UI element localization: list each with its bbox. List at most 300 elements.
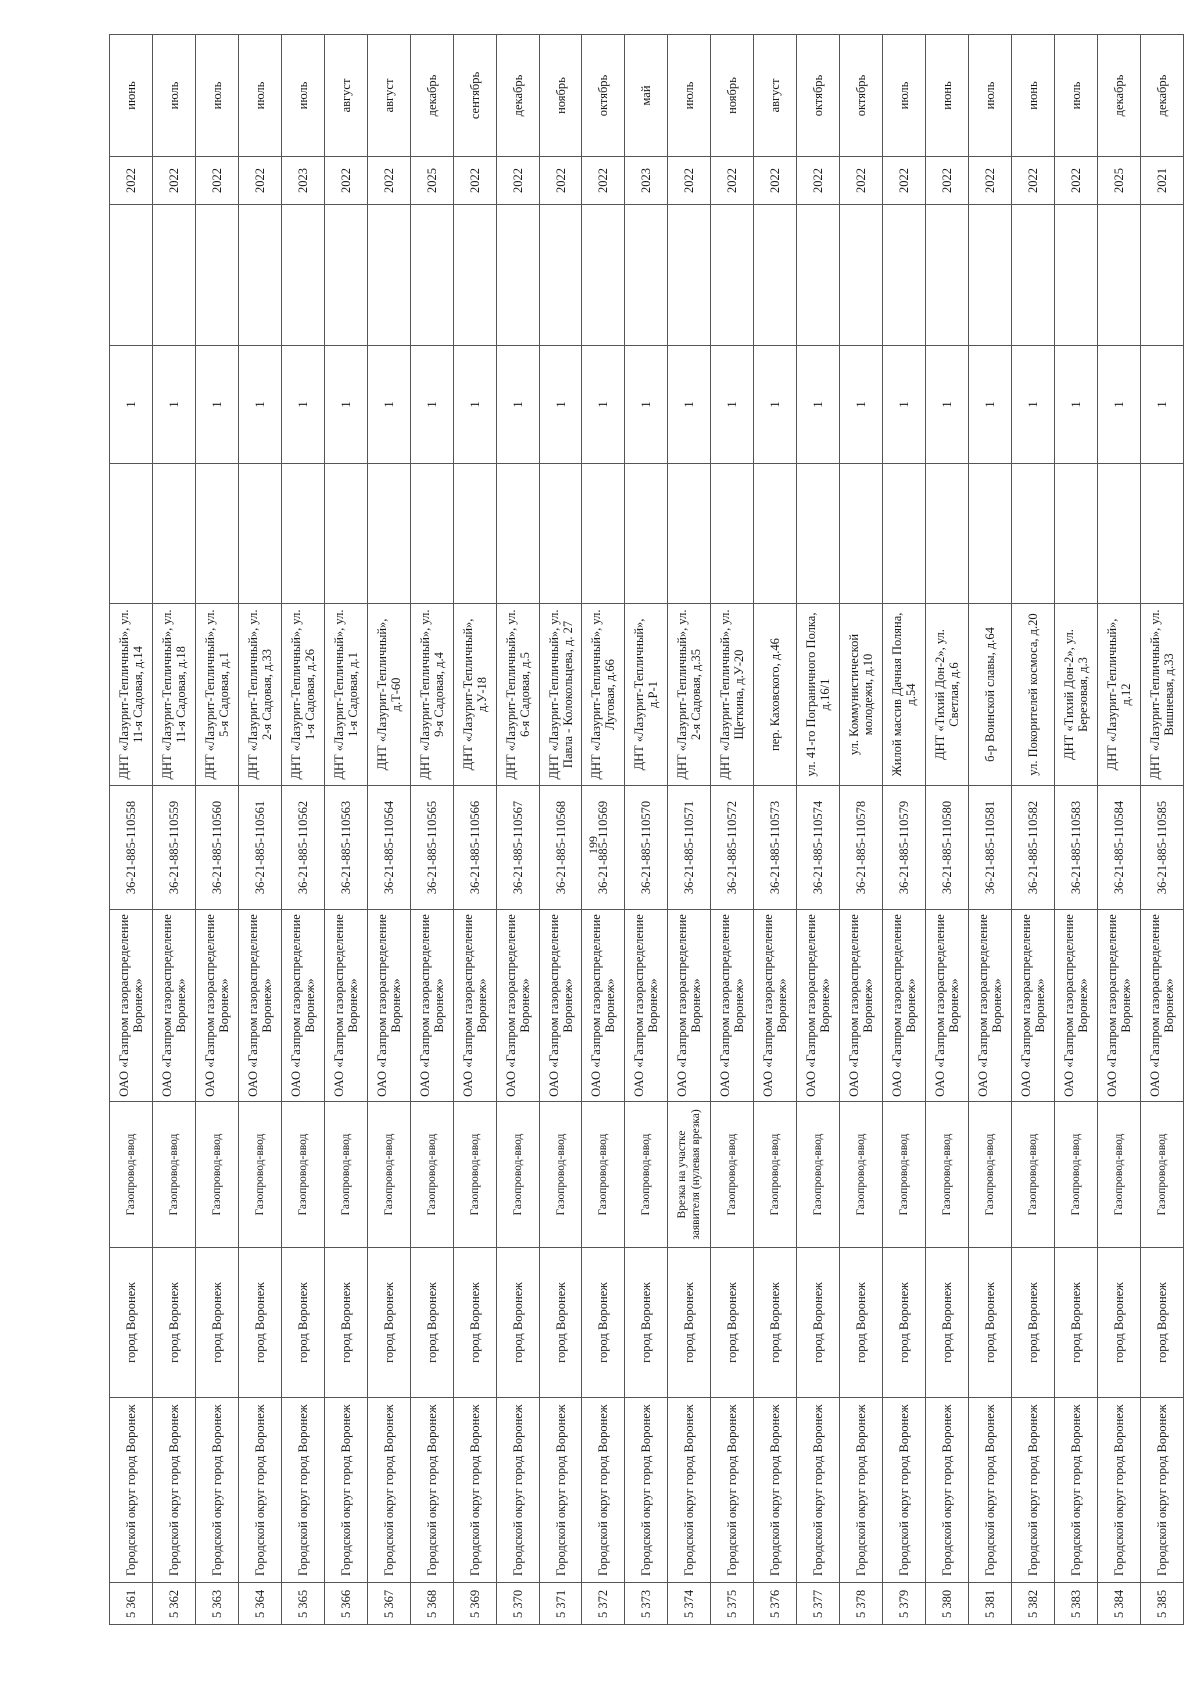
- table-row: [754, 35, 797, 1625]
- settlement-cell: город Воронеж: [754, 1248, 797, 1398]
- organization-cell: ОАО «Газпром газораспределение Воронеж»: [797, 910, 840, 1102]
- row-number-cell: 5 372: [582, 1583, 625, 1625]
- quantity-cell: 1: [754, 346, 797, 464]
- object-type-cell: Газопровод-ввод: [410, 1102, 453, 1248]
- empty-cell: [668, 205, 711, 346]
- object-type-cell: Врезка на участке заявителя (нулевая врезка): [668, 1102, 711, 1248]
- object-type-cell: Газопровод-ввод: [539, 1102, 582, 1248]
- address-cell: пер. Каховского, д.46: [754, 604, 797, 786]
- municipality-cell: Городской округ город Воронеж: [152, 1398, 195, 1583]
- object-type-cell: Газопровод-ввод: [969, 1102, 1012, 1248]
- address-cell: ДНТ «Лазурит-Тепличный», ул. Вишневая, д.33: [1140, 604, 1183, 786]
- empty-cell: [926, 464, 969, 604]
- year-cell: 2022: [1054, 157, 1097, 205]
- municipality-cell: Городской округ город Воронеж: [1097, 1398, 1140, 1583]
- month-cell: август: [324, 35, 367, 157]
- registry-code-cell: 36-21-885-110571: [668, 786, 711, 910]
- month-cell: май: [625, 35, 668, 157]
- organization-cell: ОАО «Газпром газораспределение Воронеж»: [840, 910, 883, 1102]
- empty-cell: [1097, 205, 1140, 346]
- table-row: [711, 35, 754, 1625]
- object-type-cell: Газопровод-ввод: [238, 1102, 281, 1248]
- table-row: [410, 35, 453, 1625]
- object-type-cell: Газопровод-ввод: [195, 1102, 238, 1248]
- organization-cell: ОАО «Газпром газораспределение Воронеж»: [496, 910, 539, 1102]
- year-cell: 2022: [926, 157, 969, 205]
- municipality-cell: Городской округ город Воронеж: [539, 1398, 582, 1583]
- month-cell: июль: [883, 35, 926, 157]
- municipality-cell: Городской округ город Воронеж: [238, 1398, 281, 1583]
- registry-code-cell: 36-21-885-110562: [281, 786, 324, 910]
- settlement-cell: город Воронеж: [496, 1248, 539, 1398]
- empty-cell: [711, 464, 754, 604]
- object-type-cell: Газопровод-ввод: [1054, 1102, 1097, 1248]
- year-cell: 2022: [969, 157, 1012, 205]
- municipality-cell: Городской округ город Воронеж: [711, 1398, 754, 1583]
- address-cell: Жилой массив Дачная Поляна, д.54: [883, 604, 926, 786]
- row-number-cell: 5 375: [711, 1583, 754, 1625]
- object-type-cell: Газопровод-ввод: [281, 1102, 324, 1248]
- row-number-cell: 5 381: [969, 1583, 1012, 1625]
- year-cell: 2022: [453, 157, 496, 205]
- municipality-cell: Городской округ город Воронеж: [281, 1398, 324, 1583]
- month-cell: июль: [1054, 35, 1097, 157]
- table-row: [883, 35, 926, 1625]
- registry-code-cell: 36-21-885-110561: [238, 786, 281, 910]
- object-type-cell: Газопровод-ввод: [1012, 1102, 1055, 1248]
- settlement-cell: город Воронеж: [926, 1248, 969, 1398]
- object-type-cell: Газопровод-ввод: [797, 1102, 840, 1248]
- address-cell: ДНТ «Лазурит-Тепличный», д.Р-1: [625, 604, 668, 786]
- month-cell: сентябрь: [453, 35, 496, 157]
- quantity-cell: 1: [883, 346, 926, 464]
- object-type-cell: Газопровод-ввод: [1097, 1102, 1140, 1248]
- empty-cell: [1012, 464, 1055, 604]
- settlement-cell: город Воронеж: [367, 1248, 410, 1398]
- row-number-cell: 5 378: [840, 1583, 883, 1625]
- empty-cell: [797, 464, 840, 604]
- empty-cell: [539, 205, 582, 346]
- organization-cell: ОАО «Газпром газораспределение Воронеж»: [668, 910, 711, 1102]
- year-cell: 2022: [195, 157, 238, 205]
- organization-cell: ОАО «Газпром газораспределение Воронеж»: [969, 910, 1012, 1102]
- settlement-cell: город Воронеж: [110, 1248, 153, 1398]
- settlement-cell: город Воронеж: [582, 1248, 625, 1398]
- quantity-cell: 1: [539, 346, 582, 464]
- empty-cell: [754, 205, 797, 346]
- registry-code-cell: 36-21-885-110569: [582, 786, 625, 910]
- object-type-cell: Газопровод-ввод: [754, 1102, 797, 1248]
- row-number-cell: 5 371: [539, 1583, 582, 1625]
- registry-code-cell: 36-21-885-110580: [926, 786, 969, 910]
- organization-cell: ОАО «Газпром газораспределение Воронеж»: [195, 910, 238, 1102]
- row-number-cell: 5 365: [281, 1583, 324, 1625]
- address-cell: ДНТ «Лазурит-Тепличный», ул. 6-я Садовая, д.5: [496, 604, 539, 786]
- registry-code-cell: 36-21-885-110570: [625, 786, 668, 910]
- empty-cell: [324, 464, 367, 604]
- quantity-cell: 1: [668, 346, 711, 464]
- registry-code-cell: 36-21-885-110573: [754, 786, 797, 910]
- empty-cell: [152, 205, 195, 346]
- year-cell: 2022: [883, 157, 926, 205]
- row-number-cell: 5 363: [195, 1583, 238, 1625]
- empty-cell: [797, 205, 840, 346]
- row-number-cell: 5 364: [238, 1583, 281, 1625]
- rotated-page: [109, 35, 1184, 1625]
- municipality-cell: Городской округ город Воронеж: [582, 1398, 625, 1583]
- year-cell: 2022: [324, 157, 367, 205]
- month-cell: декабрь: [1140, 35, 1183, 157]
- empty-cell: [195, 205, 238, 346]
- address-cell: ДНТ «Тихий Дон-2», ул. Березовая, д.3: [1054, 604, 1097, 786]
- object-type-cell: Газопровод-ввод: [926, 1102, 969, 1248]
- empty-cell: [625, 464, 668, 604]
- settlement-cell: город Воронеж: [410, 1248, 453, 1398]
- empty-cell: [883, 464, 926, 604]
- municipality-cell: Городской округ город Воронеж: [668, 1398, 711, 1583]
- empty-cell: [754, 464, 797, 604]
- municipality-cell: Городской округ город Воронеж: [195, 1398, 238, 1583]
- year-cell: 2022: [840, 157, 883, 205]
- organization-cell: ОАО «Газпром газораспределение Воронеж»: [1140, 910, 1183, 1102]
- quantity-cell: 1: [1012, 346, 1055, 464]
- table-row: [367, 35, 410, 1625]
- quantity-cell: 1: [926, 346, 969, 464]
- empty-cell: [410, 205, 453, 346]
- year-cell: 2022: [110, 157, 153, 205]
- empty-cell: [1054, 464, 1097, 604]
- year-cell: 2022: [539, 157, 582, 205]
- registry-code-cell: 36-21-885-110559: [152, 786, 195, 910]
- quantity-cell: 1: [1140, 346, 1183, 464]
- row-number-cell: 5 374: [668, 1583, 711, 1625]
- year-cell: 2022: [367, 157, 410, 205]
- address-cell: ДНТ «Лазурит-Тепличный», ул. Луговая, д.66: [582, 604, 625, 786]
- registry-code-cell: 36-21-885-110574: [797, 786, 840, 910]
- municipality-cell: Городской округ город Воронеж: [840, 1398, 883, 1583]
- settlement-cell: город Воронеж: [840, 1248, 883, 1398]
- municipality-cell: Городской округ город Воронеж: [1012, 1398, 1055, 1583]
- registry-code-cell: 36-21-885-110563: [324, 786, 367, 910]
- object-type-cell: Газопровод-ввод: [152, 1102, 195, 1248]
- settlement-cell: город Воронеж: [453, 1248, 496, 1398]
- month-cell: август: [754, 35, 797, 157]
- settlement-cell: город Воронеж: [797, 1248, 840, 1398]
- organization-cell: ОАО «Газпром газораспределение Воронеж»: [324, 910, 367, 1102]
- object-type-cell: Газопровод-ввод: [625, 1102, 668, 1248]
- table-row: [152, 35, 195, 1625]
- month-cell: ноябрь: [539, 35, 582, 157]
- quantity-cell: 1: [797, 346, 840, 464]
- registry-code-cell: 36-21-885-110572: [711, 786, 754, 910]
- empty-cell: [711, 205, 754, 346]
- row-number-cell: 5 380: [926, 1583, 969, 1625]
- table-row: [496, 35, 539, 1625]
- organization-cell: ОАО «Газпром газораспределение Воронеж»: [367, 910, 410, 1102]
- empty-cell: [668, 464, 711, 604]
- registry-code-cell: 36-21-885-110560: [195, 786, 238, 910]
- empty-cell: [110, 205, 153, 346]
- municipality-cell: Городской округ город Воронеж: [1140, 1398, 1183, 1583]
- table-row: [926, 35, 969, 1625]
- empty-cell: [110, 464, 153, 604]
- empty-cell: [1012, 205, 1055, 346]
- year-cell: 2022: [797, 157, 840, 205]
- address-cell: ДНТ «Лазурит-Тепличный», ул. 5-я Садовая, д.1: [195, 604, 238, 786]
- registry-code-cell: 36-21-885-110583: [1054, 786, 1097, 910]
- organization-cell: ОАО «Газпром газораспределение Воронеж»: [883, 910, 926, 1102]
- organization-cell: ОАО «Газпром газораспределение Воронеж»: [625, 910, 668, 1102]
- row-number-cell: 5 373: [625, 1583, 668, 1625]
- address-cell: ДНТ «Лазурит-Тепличный», ул. 11-я Садовая, д.14: [110, 604, 153, 786]
- table-row: [1054, 35, 1097, 1625]
- table-row: [1012, 35, 1055, 1625]
- row-number-cell: 5 369: [453, 1583, 496, 1625]
- municipality-cell: Городской округ город Воронеж: [797, 1398, 840, 1583]
- table-row: [110, 35, 153, 1625]
- year-cell: 2023: [625, 157, 668, 205]
- empty-cell: [281, 205, 324, 346]
- address-cell: ДНТ «Лазурит-Тепличный», д.12: [1097, 604, 1140, 786]
- empty-cell: [496, 205, 539, 346]
- row-number-cell: 5 370: [496, 1583, 539, 1625]
- address-cell: ул. Коммунистической молодежи, д.10: [840, 604, 883, 786]
- empty-cell: [840, 205, 883, 346]
- row-number-cell: 5 361: [110, 1583, 153, 1625]
- settlement-cell: город Воронеж: [1054, 1248, 1097, 1398]
- empty-cell: [926, 205, 969, 346]
- organization-cell: ОАО «Газпром газораспределение Воронеж»: [1012, 910, 1055, 1102]
- municipality-cell: Городской округ город Воронеж: [754, 1398, 797, 1583]
- registry-code-cell: 36-21-885-110584: [1097, 786, 1140, 910]
- row-number-cell: 5 362: [152, 1583, 195, 1625]
- empty-cell: [1140, 205, 1183, 346]
- address-cell: ул. Покорителей космоса, д.20: [1012, 604, 1055, 786]
- table-row: [1097, 35, 1140, 1625]
- empty-cell: [496, 464, 539, 604]
- empty-cell: [1097, 464, 1140, 604]
- settlement-cell: город Воронеж: [883, 1248, 926, 1398]
- object-type-cell: Газопровод-ввод: [367, 1102, 410, 1248]
- empty-cell: [1140, 464, 1183, 604]
- settlement-cell: город Воронеж: [969, 1248, 1012, 1398]
- row-number-cell: 5 377: [797, 1583, 840, 1625]
- settlement-cell: город Воронеж: [711, 1248, 754, 1398]
- month-cell: июль: [238, 35, 281, 157]
- registry-code-cell: 36-21-885-110568: [539, 786, 582, 910]
- address-cell: ДНТ «Лазурит-Тепличный», ул. 2-я Садовая, д.33: [238, 604, 281, 786]
- empty-cell: [1054, 205, 1097, 346]
- year-cell: 2025: [1097, 157, 1140, 205]
- organization-cell: ОАО «Газпром газораспределение Воронеж»: [238, 910, 281, 1102]
- quantity-cell: 1: [582, 346, 625, 464]
- quantity-cell: 1: [110, 346, 153, 464]
- empty-cell: [840, 464, 883, 604]
- table-row: [840, 35, 883, 1625]
- address-cell: ДНТ «Лазурит-Тепличный», д.Т-60: [367, 604, 410, 786]
- table-row: [797, 35, 840, 1625]
- row-number-cell: 5 366: [324, 1583, 367, 1625]
- year-cell: 2022: [1012, 157, 1055, 205]
- settlement-cell: город Воронеж: [152, 1248, 195, 1398]
- municipality-cell: Городской округ город Воронеж: [625, 1398, 668, 1583]
- municipality-cell: Городской округ город Воронеж: [926, 1398, 969, 1583]
- registry-code-cell: 36-21-885-110581: [969, 786, 1012, 910]
- empty-cell: [453, 205, 496, 346]
- municipality-cell: Городской округ город Воронеж: [496, 1398, 539, 1583]
- object-type-cell: Газопровод-ввод: [582, 1102, 625, 1248]
- empty-cell: [195, 464, 238, 604]
- month-cell: июнь: [926, 35, 969, 157]
- row-number-cell: 5 385: [1140, 1583, 1183, 1625]
- quantity-cell: 1: [969, 346, 1012, 464]
- organization-cell: ОАО «Газпром газораспределение Воронеж»: [1054, 910, 1097, 1102]
- empty-cell: [410, 464, 453, 604]
- row-number-cell: 5 382: [1012, 1583, 1055, 1625]
- year-cell: 2023: [281, 157, 324, 205]
- municipality-cell: Городской округ город Воронеж: [367, 1398, 410, 1583]
- quantity-cell: 1: [453, 346, 496, 464]
- settlement-cell: город Воронеж: [238, 1248, 281, 1398]
- quantity-cell: 1: [1054, 346, 1097, 464]
- month-cell: октябрь: [582, 35, 625, 157]
- row-number-cell: 5 368: [410, 1583, 453, 1625]
- month-cell: июль: [152, 35, 195, 157]
- row-number-cell: 5 367: [367, 1583, 410, 1625]
- organization-cell: ОАО «Газпром газораспределение Воронеж»: [152, 910, 195, 1102]
- organization-cell: ОАО «Газпром газораспределение Воронеж»: [410, 910, 453, 1102]
- object-type-cell: Газопровод-ввод: [110, 1102, 153, 1248]
- municipality-cell: Городской округ город Воронеж: [1054, 1398, 1097, 1583]
- municipality-cell: Городской округ город Воронеж: [410, 1398, 453, 1583]
- month-cell: июнь: [1012, 35, 1055, 157]
- empty-cell: [969, 205, 1012, 346]
- organization-cell: ОАО «Газпром газораспределение Воронеж»: [582, 910, 625, 1102]
- table-row: [453, 35, 496, 1625]
- month-cell: июль: [969, 35, 1012, 157]
- quantity-cell: 1: [496, 346, 539, 464]
- object-type-cell: Газопровод-ввод: [324, 1102, 367, 1248]
- table-row: [238, 35, 281, 1625]
- table-row: [324, 35, 367, 1625]
- registry-code-cell: 36-21-885-110578: [840, 786, 883, 910]
- month-cell: июль: [668, 35, 711, 157]
- settlement-cell: город Воронеж: [1012, 1248, 1055, 1398]
- registry-code-cell: 36-21-885-110558: [110, 786, 153, 910]
- table-row: [582, 35, 625, 1625]
- organization-cell: ОАО «Газпром газораспределение Воронеж»: [453, 910, 496, 1102]
- empty-cell: [367, 205, 410, 346]
- settlement-cell: город Воронеж: [1097, 1248, 1140, 1398]
- address-cell: ДНТ «Лазурит-Тепличный», ул. 1-я Садовая, д.1: [324, 604, 367, 786]
- empty-cell: [281, 464, 324, 604]
- empty-cell: [238, 205, 281, 346]
- month-cell: август: [367, 35, 410, 157]
- month-cell: октябрь: [797, 35, 840, 157]
- object-type-cell: Газопровод-ввод: [453, 1102, 496, 1248]
- month-cell: декабрь: [1097, 35, 1140, 157]
- organization-cell: ОАО «Газпром газораспределение Воронеж»: [539, 910, 582, 1102]
- address-cell: ДНТ «Тихий Дон-2», ул. Светлая, д.6: [926, 604, 969, 786]
- month-cell: июнь: [110, 35, 153, 157]
- year-cell: 2022: [496, 157, 539, 205]
- page-number: 199: [586, 836, 600, 854]
- settlement-cell: город Воронеж: [281, 1248, 324, 1398]
- empty-cell: [582, 205, 625, 346]
- year-cell: 2021: [1140, 157, 1183, 205]
- year-cell: 2022: [711, 157, 754, 205]
- registry-code-cell: 36-21-885-110566: [453, 786, 496, 910]
- quantity-cell: 1: [625, 346, 668, 464]
- year-cell: 2022: [152, 157, 195, 205]
- settlement-cell: город Воронеж: [625, 1248, 668, 1398]
- row-number-cell: 5 383: [1054, 1583, 1097, 1625]
- empty-cell: [969, 464, 1012, 604]
- table-body: [110, 35, 1184, 1625]
- settlement-cell: город Воронеж: [668, 1248, 711, 1398]
- quantity-cell: 1: [281, 346, 324, 464]
- organization-cell: ОАО «Газпром газораспределение Воронеж»: [1097, 910, 1140, 1102]
- registry-code-cell: 36-21-885-110567: [496, 786, 539, 910]
- registry-code-cell: 36-21-885-110585: [1140, 786, 1183, 910]
- year-cell: 2022: [582, 157, 625, 205]
- row-number-cell: 5 379: [883, 1583, 926, 1625]
- month-cell: декабрь: [410, 35, 453, 157]
- municipality-cell: Городской округ город Воронеж: [883, 1398, 926, 1583]
- empty-cell: [324, 205, 367, 346]
- year-cell: 2025: [410, 157, 453, 205]
- empty-cell: [238, 464, 281, 604]
- year-cell: 2022: [754, 157, 797, 205]
- address-cell: ДНТ «Лазурит-Тепличный», ул. 1-я Садовая, д.26: [281, 604, 324, 786]
- registry-code-cell: 36-21-885-110582: [1012, 786, 1055, 910]
- municipality-cell: Городской округ город Воронеж: [110, 1398, 153, 1583]
- year-cell: 2022: [668, 157, 711, 205]
- quantity-cell: 1: [1097, 346, 1140, 464]
- organization-cell: ОАО «Газпром газораспределение Воронеж»: [711, 910, 754, 1102]
- quantity-cell: 1: [238, 346, 281, 464]
- year-cell: 2022: [238, 157, 281, 205]
- quantity-cell: 1: [324, 346, 367, 464]
- object-type-cell: Газопровод-ввод: [496, 1102, 539, 1248]
- quantity-cell: 1: [195, 346, 238, 464]
- empty-cell: [625, 205, 668, 346]
- table-row: [539, 35, 582, 1625]
- table-row: [625, 35, 668, 1625]
- registry-code-cell: 36-21-885-110579: [883, 786, 926, 910]
- address-cell: ДНТ «Лазурит-Тепличный», ул. Павла - Колокольцева, д. 27: [539, 604, 582, 786]
- month-cell: октябрь: [840, 35, 883, 157]
- data-table: [109, 34, 1184, 1625]
- address-cell: ДНТ «Лазурит-Тепличный», ул. 9-я Садовая, д.4: [410, 604, 453, 786]
- quantity-cell: 1: [840, 346, 883, 464]
- organization-cell: ОАО «Газпром газораспределение Воронеж»: [926, 910, 969, 1102]
- settlement-cell: город Воронеж: [1140, 1248, 1183, 1398]
- address-cell: ДНТ «Лазурит-Тепличный», ул. Щеткина, д.У-20: [711, 604, 754, 786]
- settlement-cell: город Воронеж: [324, 1248, 367, 1398]
- row-number-cell: 5 384: [1097, 1583, 1140, 1625]
- registry-code-cell: 36-21-885-110565: [410, 786, 453, 910]
- empty-cell: [582, 464, 625, 604]
- municipality-cell: Городской округ город Воронеж: [453, 1398, 496, 1583]
- month-cell: июль: [281, 35, 324, 157]
- settlement-cell: город Воронеж: [195, 1248, 238, 1398]
- address-cell: б-р Воинской славы, д.64: [969, 604, 1012, 786]
- empty-cell: [453, 464, 496, 604]
- address-cell: ДНТ «Лазурит-Тепличный», д.У-18: [453, 604, 496, 786]
- table-row: [1140, 35, 1183, 1625]
- address-cell: ДНТ «Лазурит-Тепличный», ул. 11-я Садовая, д.18: [152, 604, 195, 786]
